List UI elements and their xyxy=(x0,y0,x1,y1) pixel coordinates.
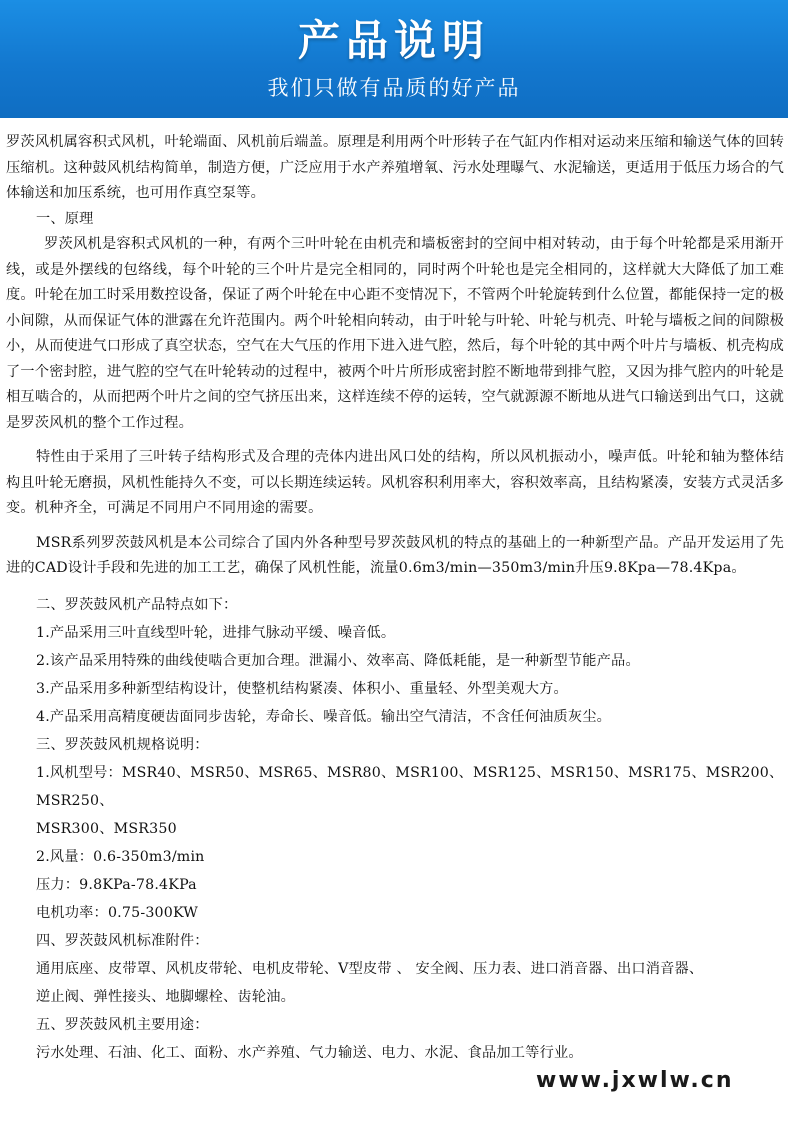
section-heading-features: 二、罗茨鼓风机产品特点如下： xyxy=(36,596,238,613)
intro-paragraph: 罗茨风机属容积式风机，叶轮端面、风机前后端盖。原理是利用两个叶形转子在气缸内作相对运动来压缩和输送气体的回转压缩机。这种鼓风机结构简单，制造方便，广泛应用于水产养殖增氧、污水处理曝气、水泥输送，更适用于低压力场合的气体输送和加压系统，也可用作真空泵等。 xyxy=(6,134,784,201)
spec-power: 电机功率：0.75-300KW xyxy=(36,904,199,921)
spec-models-cont: MSR300、MSR350 xyxy=(36,820,177,837)
principle-paragraph: 罗茨风机是容积式风机的一种，有两个三叶叶轮在由机壳和墙板密封的空间中相对转动，由于每个叶轮都是采用渐开线，或是外摆线的包络线，每个叶轮的三个叶片是完全相同的，同时两个叶轮也是完全相同的，这样就大大降低了加工难度。叶轮在加工时采用数控设备，保证了两个叶轮在中心距不变情况下，不管两个叶轮旋转到什么位置，都能保持一定的极小间隙，从而保证气体的泄露在允许范围内。两个叶轮相向转动，由于叶轮与叶轮、叶轮与机壳、叶轮与墙板之间的间隙极小，从而使进气口形成了真空状态，空气在大气压的作用下进入进气腔，然后，每个叶轮的其中两个叶片与墙板、机壳构成了一个密封腔，进气腔的空气在叶轮转动的过程中，被两个叶片所形成密封腔不断地带到排气腔，又因为排气腔内的叶轮是相互啮合的，从而把两个叶片之间的空气挤压出来，这样连续不停的运转，空气就源源不断地从进气口输送到出气口，这就是罗茨风机的整个工作过程。 xyxy=(6,236,784,431)
section-heading-specs: 三、罗茨鼓风机规格说明： xyxy=(36,736,209,753)
section-heading-uses: 五、罗茨鼓风机主要用途： xyxy=(36,1016,209,1033)
list-item: 3.产品采用多种新型结构设计，使整机结构紧凑、体积小、重量轻、外型美观大方。 xyxy=(36,680,568,697)
spec-pressure: 压力：9.8KPa-78.4KPa xyxy=(36,876,197,893)
msr-paragraph: MSR系列罗茨鼓风机是本公司综合了国内外各种型号罗茨鼓风机的特点的基础上的一种新型产品。产品开发运用了先进的CAD设计手段和先进的加工工艺，确保了风机性能，流量0.6m3/min—350m3/min升压9.8Kpa—78.4Kpa。 xyxy=(6,534,784,576)
banner-title: 产品说明 xyxy=(297,16,490,65)
features-paragraph: 特性由于采用了三叶转子结构形式及合理的壳体内进出风口处的结构，所以风机振动小，噪声低。叶轮和轴为整体结构且叶轮无磨损，风机性能持久不变，可以长期连续运转。风机容积利用率大，容积效率高，且结构紧凑，安装方式灵活多变。机种齐全，可满足不同用户不同用途的需要。 xyxy=(6,449,784,516)
spec-models: 1.风机型号：MSR40、MSR50、MSR65、MSR80、MSR100、MSR125、MSR150、MSR175、MSR200、MSR250、 xyxy=(36,764,784,809)
product-description xyxy=(6,130,784,1067)
list-item: 2.该产品采用特殊的曲线使啮合更加合理。泄漏小、效率高、降低耗能，是一种新型节能产品。 xyxy=(36,652,640,669)
uses-list: 污水处理、石油、化工、面粉、水产养殖、气力输送、电力、水泥、食品加工等行业。 xyxy=(36,1044,583,1061)
list-item: 4.产品采用高精度硬齿面同步齿轮，寿命长、噪音低。输出空气清洁，不含任何油质灰尘。 xyxy=(36,708,612,725)
spec-flow: 2.风量：0.6-350m3/min xyxy=(36,848,205,865)
list-item: 1.产品采用三叶直线型叶轮，进排气脉动平缓、噪音低。 xyxy=(36,624,396,641)
section-heading-accessories: 四、罗茨鼓风机标准附件： xyxy=(36,932,209,949)
site-watermark: www.jxwlw.cn xyxy=(536,1068,734,1093)
accessories-list: 通用底座、皮带罩、风机皮带轮、电机皮带轮、V型皮带 、 安全阀、压力表、进口消音器、出口消音器、 xyxy=(36,960,704,977)
section-heading-principle: 一、原理 xyxy=(36,210,94,227)
banner-subtitle: 我们只做有品质的好产品 xyxy=(267,76,521,100)
accessories-list-cont: 逆止阀、弹性接头、地脚螺栓、齿轮油。 xyxy=(36,988,295,1005)
header-banner xyxy=(0,0,788,118)
